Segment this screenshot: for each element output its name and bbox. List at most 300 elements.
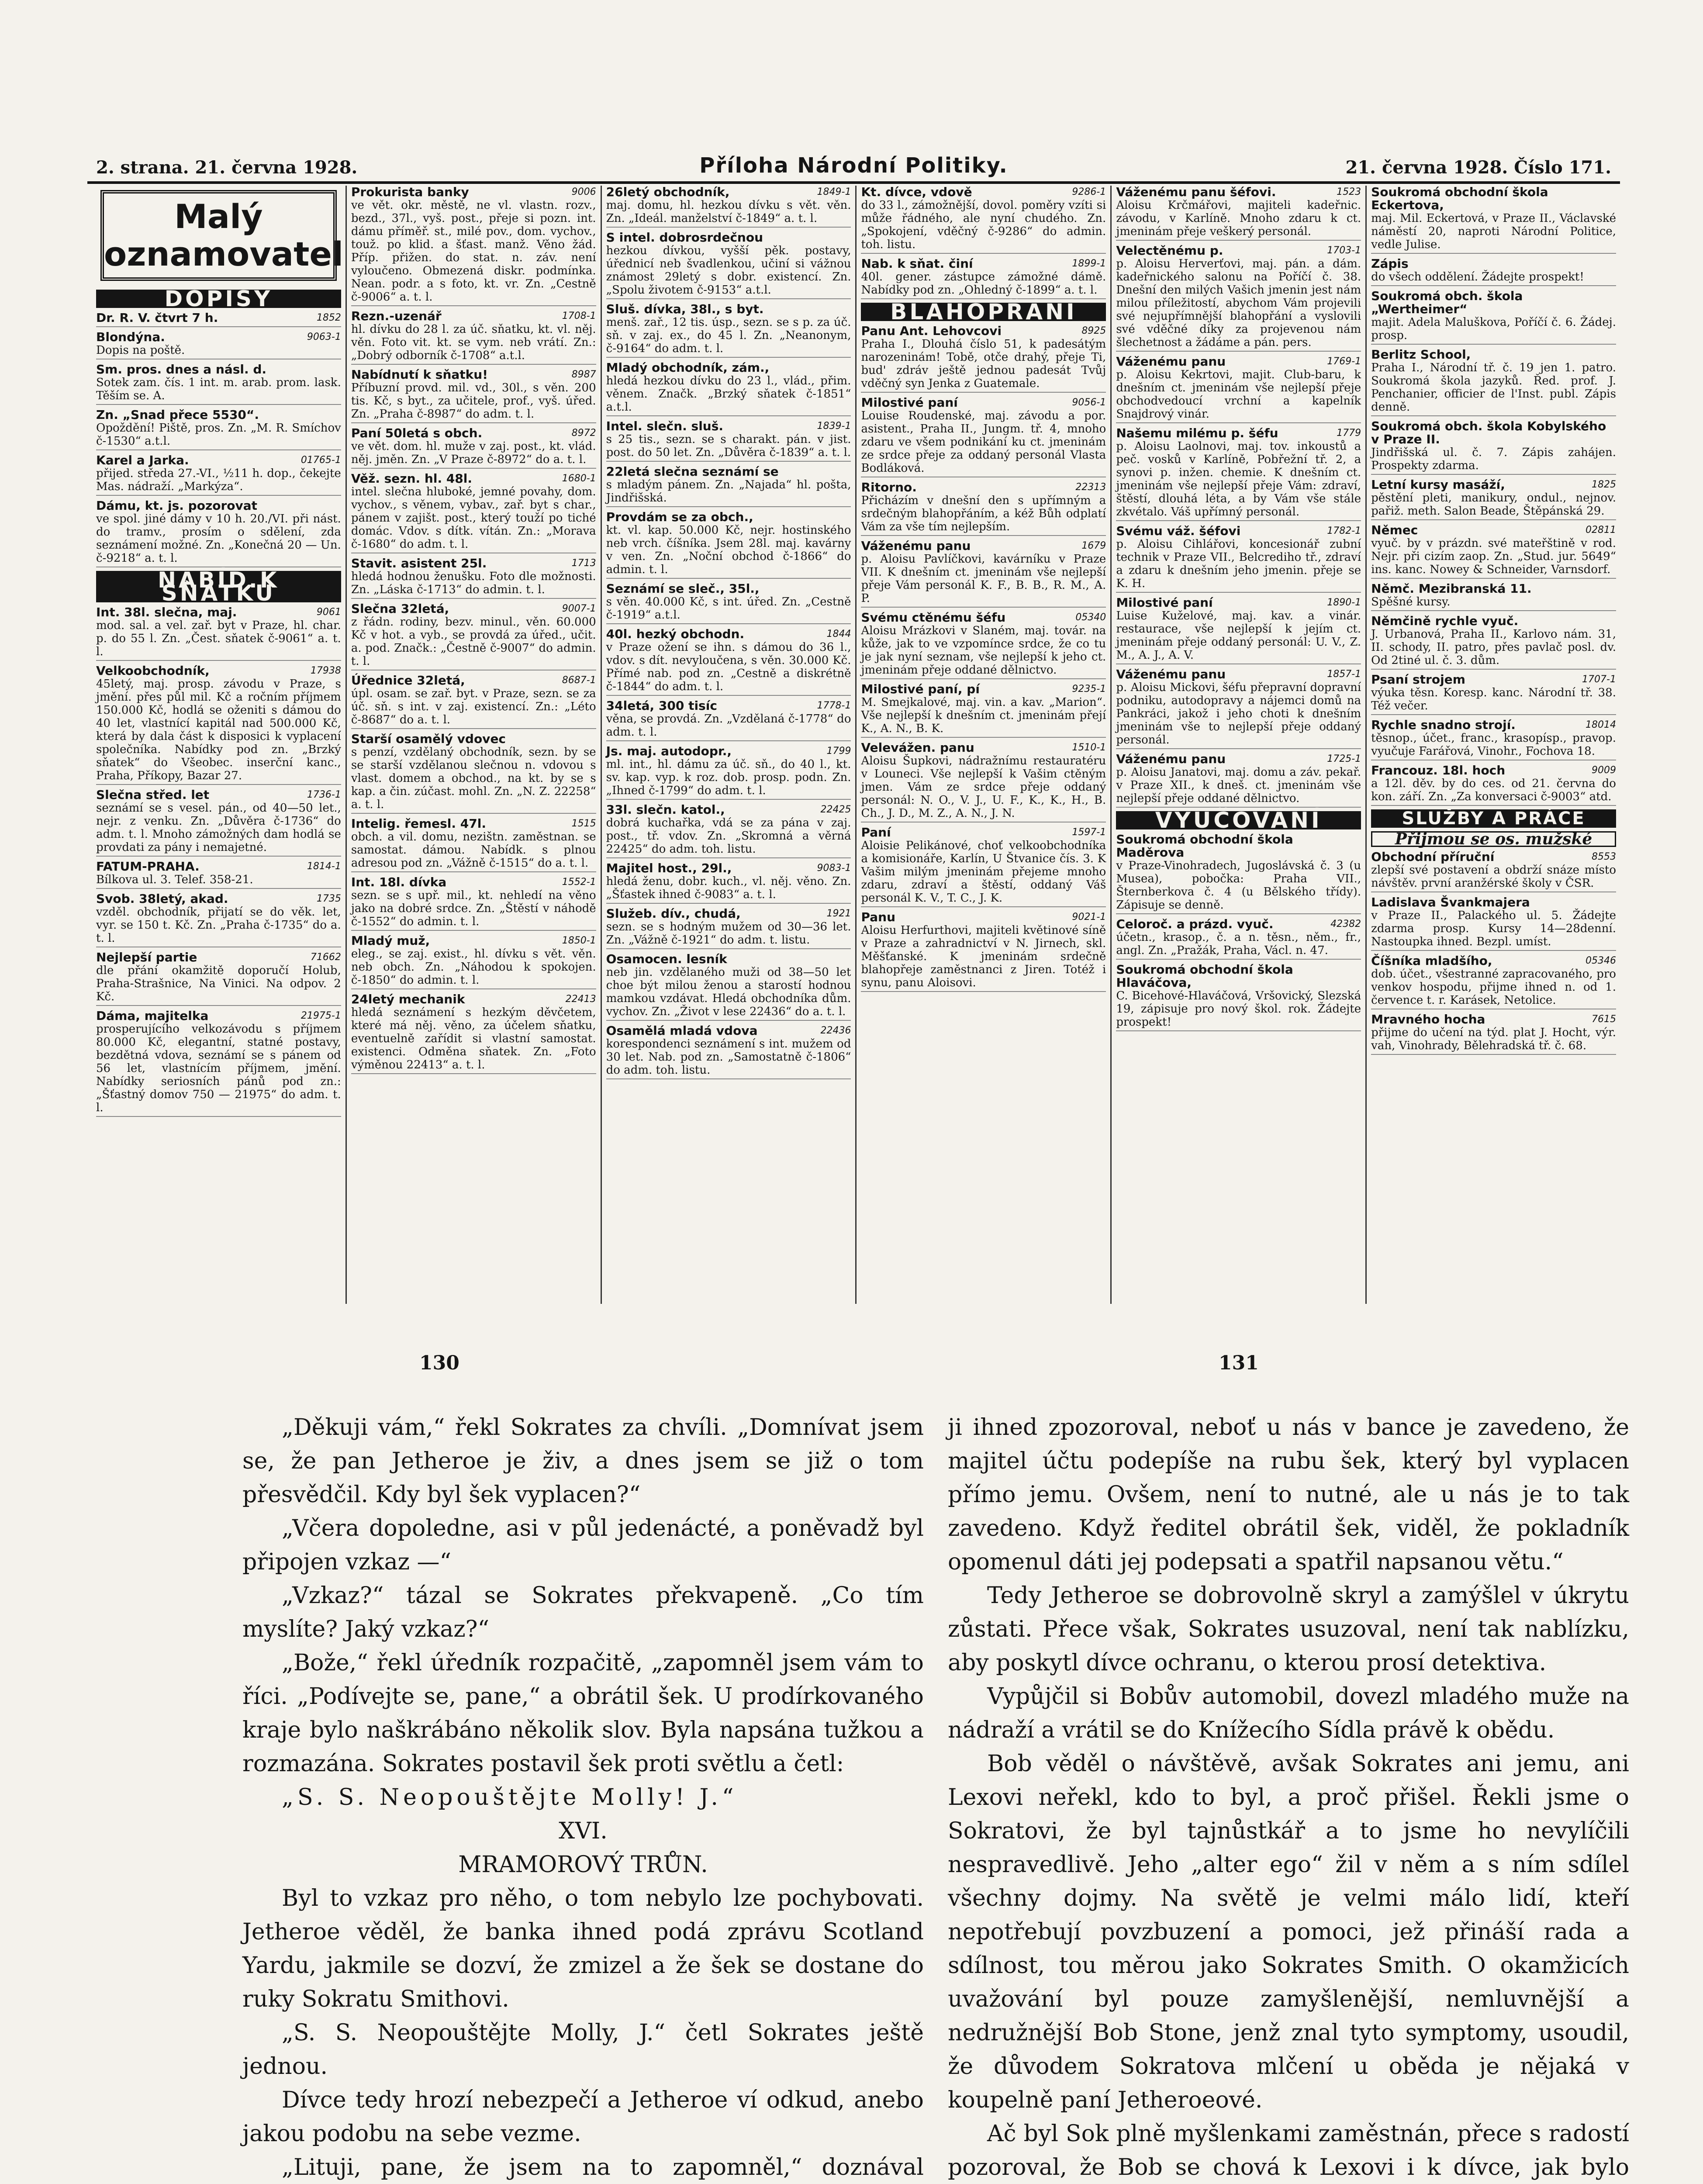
ad-heading (1116, 833, 1361, 859)
ad-number: 1769-1 (1327, 356, 1361, 367)
ad-heading (1371, 896, 1616, 909)
ad-number: 1814-1 (307, 861, 341, 872)
classified-ad (861, 683, 1106, 738)
ad-heading (1116, 244, 1361, 257)
classified-ad (1371, 478, 1616, 520)
ad-body: J. Urbanová, Praha II., Karlovo nám. 31, II. schody, II. patro, přes pavlač posl. dv. Od 2tiné ul. č. 3. dům. (1371, 628, 1616, 667)
ad-heading-text: Francouz. 18l. hoch (1371, 763, 1506, 778)
ad-heading (606, 361, 851, 374)
ad-number: 1799 (826, 746, 851, 757)
ad-heading (861, 325, 1106, 338)
ad-body: sezn. se s upř. mil., kt. nehledí na věno jako na dobré srdce. Zn. „Štěstí v náhodě č-1552“ do admin. t. l. (351, 889, 596, 928)
section-heading: DOPISY (96, 290, 341, 308)
ad-heading (861, 396, 1106, 409)
classified-ad (861, 611, 1106, 679)
ad-heading (96, 331, 341, 344)
ad-body: Sotek zam. čís. 1 int. m. arab. prom. lask. Těším se. A. (96, 376, 341, 402)
classified-ad (1371, 673, 1616, 715)
chapter-heading: XVI. (559, 1818, 608, 1844)
classified-ad (606, 1024, 851, 1079)
ad-body: ml. int., hl. dámu za úč. sň., do 40 l., kt. sv. kap. vyp. k roz. dob. prosp. podn. Zn. „Ihned č-1799“ do adm. t. l. (606, 758, 851, 797)
ad-body: Aloisu Mrázkovi v Slaném, maj. továr. na kůže, jak to ve vzpomínce srdce, že co tu je jak nyní seznam, vše nejlepší k jeho ct. jmeninám přeje oddané dělnictvo. (861, 624, 1106, 677)
ad-number: 1839-1 (817, 421, 851, 432)
ad-heading (1116, 963, 1361, 989)
ad-body: sezn. se s hodným mužem od 30—36 let. Zn. „Vážně č-1921“ do adm. t. listu. (606, 920, 851, 947)
book-paragraph: Dívce tedy hrozí nebezpečí a Jetheroe ví odkud, anebo jakou podobu na sebe vezme. (242, 2087, 924, 2147)
ad-heading (96, 408, 341, 422)
ad-heading-text: Svému váž. šéfovi (1116, 524, 1241, 538)
ad-number: 1736-1 (307, 789, 341, 800)
ad-heading (96, 499, 341, 512)
ad-heading (1371, 290, 1616, 316)
ad-number: 1708-1 (562, 311, 596, 321)
ad-number: 1510-1 (1072, 742, 1106, 753)
ad-number: 1778-1 (817, 700, 851, 711)
ad-heading (1371, 673, 1616, 686)
ad-body: Aloisie Pelikánové, choť velkoobchodníka a komisionáře, Karlín, U Štvanice čís. 3. K Vašim milým jmeninám přejeme mnoho zdaru, zdraví a štěstí, oddaný Váš personál K. V., T. C., J. K. (861, 839, 1106, 905)
ad-heading-text: Stavit. asistent 25l. (351, 556, 487, 570)
ad-body: prosperujícího velkozávodu s příjmem 80.000 Kč, elegantní, statné postavy, bezdětná vdova, seznámí se s pánem od 56 let, vlastnícím příjmem, jmění. Nabídky seriosních pánů pod zn.: „Šťastný domov 750 — 21975“ do adm. t. l. (96, 1023, 341, 1114)
ad-heading (96, 788, 341, 802)
page-header (87, 151, 1620, 184)
classified-ad (1116, 244, 1361, 352)
ad-heading (96, 454, 341, 467)
classified-ad (1371, 348, 1616, 416)
ad-number: 71662 (310, 952, 341, 963)
ad-body: p. Aloisu Herverťovi, maj. pán. a dám. kadeřnického salonu na Poříčí č. 38. Dnešní den milých Vašich jmenin jest nám milou příležitostí, abychom Vám projevili své nejupřímnější blahopřání a vyslovili své vděčné díky za projevenou nám šlechetnost a žádáme a pán. pers. (1116, 257, 1361, 349)
classified-ad (606, 465, 851, 507)
ad-body: maj. Mil. Eckertová, v Praze II., Václavské náměstí 20, naproti Národní Politice, vedle Julise. (1371, 212, 1616, 251)
ad-heading-text: Intelig. řemesl. 47l. (351, 816, 486, 831)
ad-heading-text: 24letý mechanik (351, 992, 465, 1006)
ad-number: 21975-1 (301, 1010, 341, 1021)
ad-heading (1371, 257, 1616, 270)
classified-ad (1371, 582, 1616, 611)
ad-number: 9056-1 (1072, 397, 1106, 408)
ad-body: hezkou dívkou, vyšší pěk. postavy, úřednicí neb švadlenkou, učiní si vážnou známost 29letý s dobr. existencí. Zn. „Spolu životem č-9153“ a.t.l. (606, 244, 851, 297)
ad-heading-text: Dr. R. V. čtvrt 7 h. (96, 311, 218, 325)
classified-ad (1116, 918, 1361, 960)
ad-heading (351, 472, 596, 485)
classified-ad (1116, 525, 1361, 593)
ad-heading (1116, 355, 1361, 368)
ad-heading-text: Slečna 32letá, (351, 601, 449, 616)
ad-body: obch. a vil. domu, nezištn. zaměstnan. se samostat. dámou. Nabídk. s plnou adresou pod zn. „Vážně č-1515“ do a. t. l. (351, 830, 596, 870)
classified-ad (1371, 524, 1616, 579)
ad-heading-text: Velectěnému p. (1116, 243, 1223, 258)
ad-number: 1782-1 (1327, 525, 1361, 536)
classified-ad (861, 539, 1106, 608)
classified-ad (351, 427, 596, 469)
ad-body: úpl. osam. se zař. byt. v Praze, sezn. se za úč. sň. s int. v zaj. existencí. Zn.: „Léto č-8687“ do a. t. l. (351, 687, 596, 726)
page-number-left: 130 (419, 1352, 459, 1374)
ad-heading-text: Němec (1371, 523, 1418, 537)
classified-ad (96, 311, 341, 327)
classified-ad (96, 664, 341, 785)
ad-heading-text: Mravného hocha (1371, 1012, 1485, 1026)
ad-number: 05346 (1585, 955, 1616, 966)
ad-body: p. Aloisu Cihlářovi, koncesionář zubní technik v Praze VII., Belcrediho tř., zdraví a zdaru k dnešním jeho jmenin. přeje se K. H. (1116, 538, 1361, 590)
ad-heading (351, 557, 596, 570)
subsection-heading: Přijmou se os. mužské (1371, 831, 1616, 847)
ad-heading-text: 33l. slečn. katol., (606, 802, 725, 817)
ad-heading-text: Milostivé paní, pí (861, 682, 980, 696)
ad-heading (861, 826, 1106, 839)
ad-heading (1371, 478, 1616, 491)
ad-heading-text: Velevážen. panu (861, 740, 974, 755)
ads-column (347, 186, 602, 1304)
ad-body: dle přání okamžitě doporučí Holub, Praha-Strašnice, Na Vinici. Na odpov. 2 Kč. (96, 964, 341, 1003)
ad-number: 01765-1 (301, 455, 341, 466)
book-paragraph: Bob věděl o návštěvě, avšak Sokrates ani jemu, ani Lexovi neřekl, kdo to byl, a proč přišel. Řekli jsme o Sokratovi, že byl tajnůstkář a to jsme ho nevylíčili nespravedlivě. Jeho „alter ego“ žil v něm a s ním sdílel všechny dojmy. Na světě je velmi málo lidí, kteří nepotřebují povzbuzení a pomoci, jež přináší rada a sdílnost, tou měrou jako Sokrates Smith. O okamžicích uvažování byl pouze zamyšlenější, nemluvnější a nedružnější Bob Stone, jenž znal tyto symptomy, usoudil, že důvodem Sokratova mlčení u oběda je nějaká v koupelně paní Jetheroeové. (948, 1751, 1629, 2113)
ad-body: M. Smejkalové, maj. vin. a kav. „Marion“. Vše nejlepší k dnešním ct. jmeninám přejí K., A. N., B. K. (861, 696, 1106, 735)
ad-heading-text: Váženému panu (1116, 752, 1226, 766)
classified-ad (606, 628, 851, 696)
ad-heading (861, 257, 1106, 270)
classified-ad (1116, 668, 1361, 749)
ad-body: přijed. středa 27.-VI., ½11 h. dop., čekejte Mas. nádraží. „Markýza“. (96, 467, 341, 493)
ad-body: eleg., se zaj. exist., hl. dívku s vět. věn. neb obch. Zn. „Náhodou k spokojen. č-1850“ do admin. t. l. (351, 947, 596, 987)
ad-heading (96, 363, 341, 376)
ad-heading (351, 368, 596, 381)
classified-ad (1371, 1013, 1616, 1055)
ad-heading (96, 860, 341, 873)
ad-heading (606, 420, 851, 433)
ad-heading (606, 465, 851, 478)
ad-body: dob. účet., všestranné zapracovaného, pro venkov hospodu, přijme ihned n. od 1. července t. r. Karásek, Netolice. (1371, 968, 1616, 1007)
ad-number: 8553 (1591, 851, 1616, 862)
ad-body: p. Aloisu Mickovi, šéfu přepravní dopravní podniku, autodopravy a nájemci domů na Pankráci, jakož i jeho choti k dnešním jmeninám vše to nejlepší přeje oddaný personál. (1116, 681, 1361, 746)
classified-ad (1116, 753, 1361, 808)
ad-number: 1523 (1337, 187, 1361, 197)
ad-heading-text: 40l. hezký obchodn. (606, 627, 745, 641)
ad-body: Aloisu Krčmářovi, majiteli kadeřnic. závodu, v Karlíně. Mnoho zdaru k ct. jmeninám přeje veškerý personál. (1116, 199, 1361, 238)
classified-ad (606, 420, 851, 462)
ad-number: 1552-1 (562, 877, 596, 888)
ad-number: 1921 (826, 908, 851, 919)
classified-ad (1116, 427, 1361, 521)
ad-body: hledá hodnou ženušku. Foto dle možnosti. Zn. „Láska č-1713“ do admin. t. l. (351, 570, 596, 596)
ad-heading-text: Němč. Mezibranská 11. (1371, 581, 1532, 596)
classified-ad (351, 602, 596, 670)
classified-ad (1371, 954, 1616, 1009)
ad-body: C. Bicehové-Hlaváčová, Vršovický, Slezská 19, zápisuje pro nový škol. rok. Žádejte prospekt! (1116, 989, 1361, 1029)
classified-ad (1371, 764, 1616, 806)
ad-heading (861, 186, 1106, 199)
ad-heading (1371, 1013, 1616, 1026)
ad-heading-text: 34letá, 300 tisíc (606, 698, 717, 713)
ad-heading (861, 741, 1106, 754)
header-issue-number: 21. června 1928. Číslo 171. (1345, 157, 1611, 178)
book-paragraph: „Bože,“ řekl úředník rozpačitě, „zapomněl jsem vám to říci. „Podívejte se, pane,“ a obrátil šek. U prodírkovaného kraje bylo naškrábáno několik slov. Byla napsána tužkou a rozmazána. Sokrates postavil šek proti světlu a četl: (242, 1650, 924, 1777)
classified-ad (1371, 850, 1616, 892)
ad-body: v Praze ožení se ihn. s dámou do 36 l., vdov. s dít. nevyloučena, s věn. 30.000 Kč. Přímé nab. pod zn. „Cestně a diskrétně č-1844“ do adm. t. l. (606, 641, 851, 693)
classified-ad (351, 993, 596, 1074)
ad-heading-text: Váženému panu šéfovi. (1116, 186, 1276, 199)
ad-heading-text: Paní 50letá s obch. (351, 426, 483, 440)
ad-heading (351, 993, 596, 1006)
ad-heading (606, 303, 851, 316)
ad-heading-text: Milostivé paní (861, 395, 958, 410)
ad-heading (96, 1009, 341, 1023)
classified-ad (606, 231, 851, 299)
ad-body: intel. slečna hluboké, jemné povahy, dom. vychov., s věnem, vybav., zař. byt s char., pánem v zajišt. post., který touží po tiché domác. Vdov. s dítk. vítán. Zn.: „Morava č-1680“ do adm. t. l. (351, 485, 596, 551)
ad-heading (1116, 596, 1361, 609)
ad-body: v Praze II., Palackého ul. 5. Žádejte zdarma prosp. Kursy 14—28denní. Nastoupka ihned. Bezpl. umíst. (1371, 909, 1616, 948)
classified-ad (861, 186, 1106, 254)
ad-body: menš. zař., 12 tis. úsp., sezn. se s p. za úč. sň. v zaj. ex., do 45 l. Zn. „Neanonym, č-9164“ do adm. t. l. (606, 316, 851, 355)
classified-ad (351, 934, 596, 989)
ad-heading-text: Číšníka mladšího, (1371, 954, 1492, 968)
classified-ad (96, 408, 341, 450)
ad-body: ve spol. jiné dámy v 10 h. 20./VI. při nást. do tramv., prosím o sdělení, zda seznámení možné. Zn. „Konečná 20 — Un. č-9218“ a. t. l. (96, 512, 341, 565)
ad-heading (861, 481, 1106, 494)
ad-number: 22313 (1075, 482, 1106, 493)
classified-ad (1371, 896, 1616, 951)
ad-body: Aloisu Šupkovi, nádražnímu restauratéru v Louneci. Vše nejlepší k Vašim ctěným jmen. Vám ze srdce přeje oddaný personál: N. O., V. J., U. F., K., K., H., B. Ch., J. D., M. Z., A. N., J. N. (861, 754, 1106, 820)
section-heading: SLUŽBY A PRÁCE (1371, 809, 1616, 828)
ad-number: 8687-1 (562, 675, 596, 686)
ads-column (602, 186, 857, 1304)
ad-heading-text: Němčině rychle vyuč. (1371, 614, 1519, 628)
ad-heading-text: Int. 18l. dívka (351, 875, 447, 889)
ad-heading-text: Osamělá mladá vdova (606, 1023, 758, 1038)
ad-body: Dopis na poště. (96, 344, 185, 357)
ad-heading (1371, 764, 1616, 777)
ad-heading-text: Paní (861, 825, 891, 840)
classified-ad (1371, 290, 1616, 345)
ad-heading (606, 231, 851, 244)
ad-heading (351, 876, 596, 889)
ad-body: těsnop., účet., franc., krasopísp., pravop. vyučuje Farářová, Vinohr., Fochova 18. (1371, 732, 1616, 758)
ad-heading-text: Berlitz School, (1371, 347, 1471, 362)
ad-number: 1849-1 (817, 187, 851, 197)
ad-heading-text: Int. 38l. slečna, maj. (96, 605, 237, 619)
ad-heading-text: Panu Ant. Lehovcovi (861, 324, 1002, 338)
ad-number: 22413 (565, 994, 596, 1005)
ad-number: 1679 (1081, 540, 1106, 551)
ad-number: 8925 (1081, 325, 1106, 336)
ad-number: 9006 (571, 187, 596, 197)
classified-ad (861, 257, 1106, 299)
ad-number: 22436 (820, 1025, 851, 1036)
ad-heading-text: Prokurista banky (351, 186, 469, 199)
ad-heading (1371, 420, 1616, 446)
classified-ad (96, 892, 341, 947)
ads-column (857, 186, 1112, 1304)
classified-ad (1371, 186, 1616, 254)
ad-number: 1890-1 (1327, 597, 1361, 608)
ad-heading-text: 22letá slečna seznámí se (606, 464, 779, 479)
ads-column (1112, 186, 1367, 1304)
classified-ad (606, 907, 851, 949)
ad-heading (351, 427, 596, 440)
ad-heading-text: Našemu milému p. šéfu (1116, 426, 1278, 440)
ad-number: 8987 (571, 369, 596, 380)
ad-body: Praha I., Dlouhá číslo 51, k padesátým narozeninám! Tobě, otče drahý, přeje Ti, bud' zdráv ještě jednou padesát Tvůj vděčný syn Jenka z Guatemale. (861, 338, 1106, 390)
ad-heading (1116, 668, 1361, 681)
ad-body: Aloisu Herfurthovi, majiteli květinové síně v Praze a zahradnictví v N. Jirnech, skl. Měšťanské. K jmeninám srdečně blahopřeje zaměstnanci z Jiren. Totéž i synu, panu Aloisovi. (861, 924, 1106, 989)
classified-ad (96, 606, 341, 661)
ad-heading (351, 186, 596, 199)
book-page-left (242, 1411, 924, 2184)
classified-ad (1116, 596, 1361, 664)
ad-number: 17938 (310, 665, 341, 676)
supplement-title: Příloha Národní Politiky. (699, 153, 1008, 178)
classified-ad (861, 741, 1106, 822)
ad-body: kt. vl. kap. 50.000 Kč, nejr. hostinského neb vrch. číšníka. Jsem 28l. maj. kavárny v ven. Zn. „Noční obchod č-1866“ do admin. t. l. (606, 524, 851, 576)
ad-body: věna, se provdá. Zn. „Vzdělaná č-1778“ do adm. t. l. (606, 712, 851, 739)
ad-body: Praha I., Národní tř. č. 19 jen 1. patro. Soukromá škola jazyků. Řed. prof. J. Penchanier, officier de l'Inst. publ. Zápis denně. (1371, 361, 1616, 414)
book-paragraph: „S. S. Neopouštějte Molly! J.“ (282, 1784, 738, 1811)
classified-ad (351, 876, 596, 931)
ad-body: Jindřišská ul. č. 7. Zápis zahájen. Prospekty zdarma. (1371, 446, 1616, 472)
ad-body: zlepší své postavení a obdrží snáze místo návštěv. první aranžérské školy v ČSR. (1371, 864, 1616, 890)
ad-heading (96, 892, 341, 905)
ad-body: Louise Roudenské, maj. závodu a por. asistent., Praha II., Jungm. tř. 4, mnoho zdaru ve všem podnikání ku ct. jmeninám ze srdce přeje za oddaný personál Vlasta Bodláková. (861, 409, 1106, 475)
ad-body: seznámí se s vesel. pán., od 40—50 let., nejr. z venku. Zn. „Důvěra č-1736“ do adm. t. l. Mnoho zámožných dam hodlá se provdati za pány i nemajetné. (96, 802, 341, 854)
classified-ad (1116, 355, 1361, 423)
ad-heading-text: Váženému panu (861, 539, 971, 553)
ad-body: Bílkova ul. 3. Telef. 358-21. (96, 873, 253, 886)
classified-ad (351, 674, 596, 729)
ad-heading (1371, 615, 1616, 628)
ad-heading (1371, 186, 1616, 212)
classified-ad (96, 951, 341, 1006)
ad-number: 1707-1 (1582, 674, 1616, 685)
classified-ad (861, 481, 1106, 536)
ad-number: 9061 (316, 607, 341, 618)
classified-ad (96, 499, 341, 567)
book-paragraph: „S. S. Neopouštějte Molly, J.“ četl Sokrates ještě jednou. (242, 2020, 924, 2080)
ad-heading-text: Zápis (1371, 256, 1409, 271)
classified-ad (1371, 719, 1616, 760)
book-paragraph: „Děkuji vám,“ řekl Sokrates za chvíli. „Domnívat jsem se, že pan Jetheroe je živ, a dnes jsem se již o tom přesvědčil. Kdy byl šek vyplacen?“ (242, 1414, 924, 1508)
ad-body: ve vět. okr. městě, ne vl. vlastn. rozv., bezd., 37l., vyš. post., přeje si pozn. int. dámu příměř. st., milé pov., dom. vychov., touž. po klid. a šťast. manž. Věno žád. Příp. přižen. do stat. n. záv. není vyloučeno. Obmezená diskr. podmínka. Nean. podr. a s foto, kt. vr. Zn. „Cestně č-9006“ a. t. l. (351, 199, 596, 304)
ad-number: 1899-1 (1072, 258, 1106, 269)
ad-heading-text: Sluš. dívka, 38l., s byt. (606, 302, 764, 316)
ad-heading-text: Blondýna. (96, 330, 165, 344)
ads-column (92, 186, 347, 1304)
ad-body: dobrá kuchařka, vdá se za pána v zaj. post., tř. vdov. Zn. „Skromná a věrná 22425“ do adm. toh. listu. (606, 816, 851, 856)
ad-body: hledá hezkou dívku do 23 l., vlád., přim. věnem. Značk. „Brzký sňatek č-1851“ a.t.l. (606, 374, 851, 414)
ad-heading (861, 683, 1106, 696)
ad-heading (606, 862, 851, 875)
ad-heading-text: Ritorno. (861, 480, 917, 494)
ad-heading-text: Dáma, majitelka (96, 1009, 209, 1023)
ad-heading-text: Sm. pros. dnes a násl. d. (96, 362, 267, 377)
ad-heading (606, 745, 851, 758)
classified-ad (606, 303, 851, 358)
ad-heading (1371, 954, 1616, 968)
classified-ad (351, 368, 596, 423)
classified-ad (1116, 833, 1361, 914)
classified-ad (351, 557, 596, 599)
page-number-right: 131 (1219, 1352, 1259, 1374)
classified-ad (351, 310, 596, 365)
ad-number: 1703-1 (1327, 245, 1361, 256)
classified-ad (606, 862, 851, 904)
classified-ad (1371, 257, 1616, 286)
ad-heading-text: Osamocen. lesník (606, 952, 727, 966)
ad-number: 9063-1 (307, 332, 341, 342)
ad-body: Luise Kuželové, maj. kav. a vinár. restaurace, vše nejlepší k jejím ct. jmeninám přeje oddaný personál: U. V., Z. M., A. J., A. V. (1116, 609, 1361, 662)
ad-heading (606, 186, 851, 199)
ad-number: 1825 (1591, 479, 1616, 490)
classified-ad (351, 733, 596, 814)
ad-body: pěstění pleti, manikury, ondul., nejnov. pařiž. meth. Salon Beade, Štěpánská 29. (1371, 491, 1616, 518)
ad-heading-text: Nabídnutí k sňatku! (351, 367, 488, 382)
ad-heading (351, 817, 596, 830)
classified-ad (351, 817, 596, 872)
ad-body: p. Aloisu Pavlíčkovi, kavárníku v Praze VII. K dnešním ct. jmeninám vše nejlepší přeje Vám personál K. F., B. B., R. M., A. P. (861, 553, 1106, 605)
book-paragraph: „Včera dopoledne, asi v půl jedenácté, a poněvadž byl připojen vzkaz —“ (242, 1515, 924, 1575)
ad-heading-text: Nejlepší partie (96, 950, 197, 964)
ad-body: v Praze-Vinohradech, Jugoslávská č. 3 (u Musea), pobočka: Praha VII., Šternberkova č. 4 (u Bělského třídy). Zápisuje se denně. (1116, 859, 1361, 912)
ad-body: a 12l. děv. by do ces. od 21. června do kon. září. Zn. „Za konversaci č-9003“ atd. (1371, 777, 1616, 803)
ad-heading-text: Psaní strojem (1371, 672, 1465, 687)
book-paragraph: ji ihned zpozoroval, neboť u nás v bance je zavedeno, že majitel účtu podepíše na rubu šek, který byl vyplacen přímo jemu. Ovšem, není to nutné, ale u nás je to tak zavedeno. Když ředitel obrátil šek, viděl, že pokladník opomenul dáti jej podepsati a spatřil napsanou větu.“ (948, 1414, 1629, 1575)
ad-heading (1371, 850, 1616, 864)
ad-heading (351, 310, 596, 323)
ad-heading (1116, 525, 1361, 538)
book-paragraph: Vypůjčil si Bobův automobil, dovezl mladého muže na nádraží a vrátil se do Knížecího Sídla právě k obědu. (948, 1683, 1629, 1743)
ad-heading (606, 511, 851, 524)
ad-heading (606, 803, 851, 816)
ad-body: p. Aloisu Laolnovi, maj. tov. inkoustů a peč. vosků v Karlíně, Pobřežní tř. 2, a synovi p. inžen. chemie. K dnešním ct. jmeninám vše nejlepší přeje Vám: zdraví, štěstí, dlouhá léta, a by Vám vše stále zkvétalo. Váš upřímný personál. (1116, 440, 1361, 518)
classified-ad (96, 860, 341, 889)
ad-number: 1597-1 (1072, 827, 1106, 838)
ad-heading-text: Milostivé paní (1116, 595, 1213, 610)
ad-heading (861, 611, 1106, 624)
ad-heading (351, 602, 596, 615)
ad-heading-text: Celoroč. a prázd. vyuč. (1116, 917, 1274, 931)
ad-body: účetn., krasop., č. a n. těsn., něm., fr., angl. Zn. „Pražák, Praha, Václ. n. 47. (1116, 931, 1361, 957)
book-paragraph: Tedy Jetheroe se dobrovolně skryl a zamýšlel v úkrytu zůstati. Přece však, Sokrates usuzoval, není tak nablízku, aby poskytl dívce ochranu, o kterou prosí detektiva. (948, 1583, 1629, 1676)
ad-body: mod. sal. a vel. zař. byt v Praze, hl. char. p. do 55 l. Zn. „Čest. sňatek č-9061“ a. t. l. (96, 619, 341, 658)
ads-column (1367, 186, 1620, 1304)
ad-heading-text: Ladislava Švankmajera (1371, 895, 1530, 909)
ad-body: korespondenci seznámení s int. mužem od 30 let. Nab. pod zn. „Samostatně č-1806“ do adm. toh. listu. (606, 1037, 851, 1077)
classified-ad (606, 953, 851, 1021)
classified-ad (1116, 963, 1361, 1031)
ad-number: 1725-1 (1327, 753, 1361, 764)
ad-heading (606, 582, 851, 595)
ad-number: 1735 (316, 893, 341, 904)
ad-body: neb jin. vzdělaného muži od 38—50 let choe být milou ženou a starostí hodnou mamkou vzdávat. Hledá obchodníka dům. vychov. Zn. „Život v lese 22436“ do a. t. l. (606, 966, 851, 1018)
book-paragraph: „Vzkaz?“ tázal se Sokrates překvapeně. „Co tím myslíte? Jaký vzkaz?“ (242, 1583, 924, 1642)
classified-ads-area (92, 186, 1620, 1304)
ad-heading-text: FATUM-PRAHA. (96, 859, 200, 874)
ad-number: 9007-1 (562, 603, 596, 614)
ad-body: s penzí, vzdělaný obchodník, sezn. by se se starší vzdělanou slečnou n. vdovou s vlast. domem a obchod., na kt. by se s kap. a čin. zúčast. mohl. Zn. „N. Z. 22258“ a. t. l. (351, 746, 596, 811)
ad-body: Opoždění! Piště, pros. Zn. „M. R. Smíchov č-1530“ a.t.l. (96, 422, 341, 448)
ad-heading (606, 953, 851, 966)
ad-body: hledá seznámení s hezkým děvčetem, které má něj. věno, za účelem sňatku, eventuelně zařídit si vlastní samostat. existenci. Odměna sňatek. Zn. „Foto výměnou 22413“ a. t. l. (351, 1006, 596, 1071)
ad-number: 1844 (826, 629, 851, 639)
section-heading: BLAHOPŘÁNÍ (861, 303, 1106, 321)
ad-number: 1850-1 (562, 935, 596, 946)
ad-heading (351, 733, 596, 746)
ad-heading-text: Soukromá obch. škola „Wertheimer“ (1371, 289, 1523, 316)
book-paragraph: Ač byl Sok plně myšlenkami zaměstnán, přece s radostí pozoroval, že Bob se chová k Lexovi i k dívce, jak bylo (948, 2121, 1629, 2181)
ad-heading (1116, 753, 1361, 766)
ad-body: majit. Adela Maluškova, Poříčí č. 6. Žádej. prosp. (1371, 316, 1616, 342)
ad-heading (1371, 524, 1616, 537)
ad-heading (861, 911, 1106, 924)
classified-ad (606, 511, 851, 579)
header-date-left: 2. strana. 21. června 1928. (96, 157, 358, 178)
